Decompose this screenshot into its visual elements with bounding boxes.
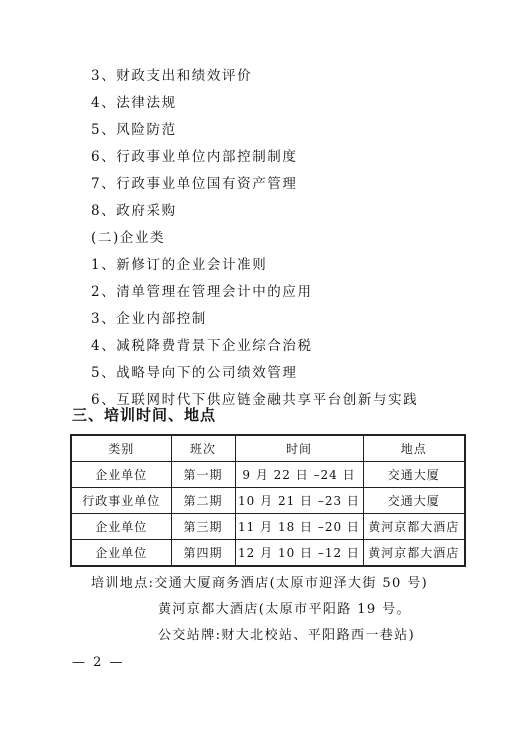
schedule-table	[70, 434, 466, 567]
list-item: 5、风险防范	[91, 122, 177, 138]
list-item: 7、行政事业单位国有资产管理	[91, 176, 298, 192]
bus-stop-info: 公交站牌:财大北校站、平阳路西一巷站)	[158, 628, 416, 643]
training-location-line: 培训地点:交通大厦商务酒店(太原市迎泽大街 50 号)	[91, 576, 429, 591]
table-row	[71, 514, 465, 540]
table-row	[71, 540, 465, 567]
table-row	[71, 488, 465, 514]
list-item: 4、减税降费背景下企业综合治税	[91, 338, 313, 354]
table-cell: 12 月 10 日 –12 日	[235, 540, 363, 567]
table-cell: 交通大厦	[363, 462, 465, 488]
table-header-row	[71, 435, 465, 462]
list-item: 3、财政支出和绩效评价	[91, 68, 253, 84]
list-item: 6、互联网时代下供应链金融共享平台创新与实践	[91, 392, 419, 408]
table-cell: 黄河京都大酒店	[363, 514, 465, 540]
table-header-cell: 班次	[171, 435, 235, 462]
section-heading: 三、培训时间、地点	[72, 406, 217, 424]
table-cell: 企业单位	[71, 540, 171, 567]
table-cell: 第一期	[171, 462, 235, 488]
table-header-cell: 地点	[363, 435, 465, 462]
table-header-cell: 类别	[71, 435, 171, 462]
table-cell: 第三期	[171, 514, 235, 540]
list-item: 3、企业内部控制	[91, 311, 207, 327]
page-number: — 2 —	[72, 655, 125, 670]
table-cell: 行政事业单位	[71, 488, 171, 514]
list-item: 4、法律法规	[91, 95, 177, 111]
table-cell: 交通大厦	[363, 488, 465, 514]
list-item: 1、新修订的企业会计准则	[91, 257, 268, 273]
table-cell: 第二期	[171, 488, 235, 514]
subsection-title: (二)企业类	[91, 230, 166, 246]
table-cell: 第四期	[171, 540, 235, 567]
list-item: 2、清单管理在管理会计中的应用	[91, 284, 313, 300]
table-cell: 企业单位	[71, 462, 171, 488]
table-row	[71, 462, 465, 488]
list-item: 8、政府采购	[91, 203, 177, 219]
table-cell: 企业单位	[71, 514, 171, 540]
table-cell: 黄河京都大酒店	[363, 540, 465, 567]
table-header-cell: 时间	[235, 435, 363, 462]
list-item: 5、战略导向下的公司绩效管理	[91, 365, 298, 381]
training-location-line-2: 黄河京都大酒店(太原市平阳路 19 号。	[158, 602, 411, 617]
table-cell: 10 月 21 日 –23 日	[235, 488, 363, 514]
list-item: 6、行政事业单位内部控制制度	[91, 149, 298, 165]
table-cell: 9 月 22 日 –24 日	[235, 462, 363, 488]
table-cell: 11 月 18 日 –20 日	[235, 514, 363, 540]
